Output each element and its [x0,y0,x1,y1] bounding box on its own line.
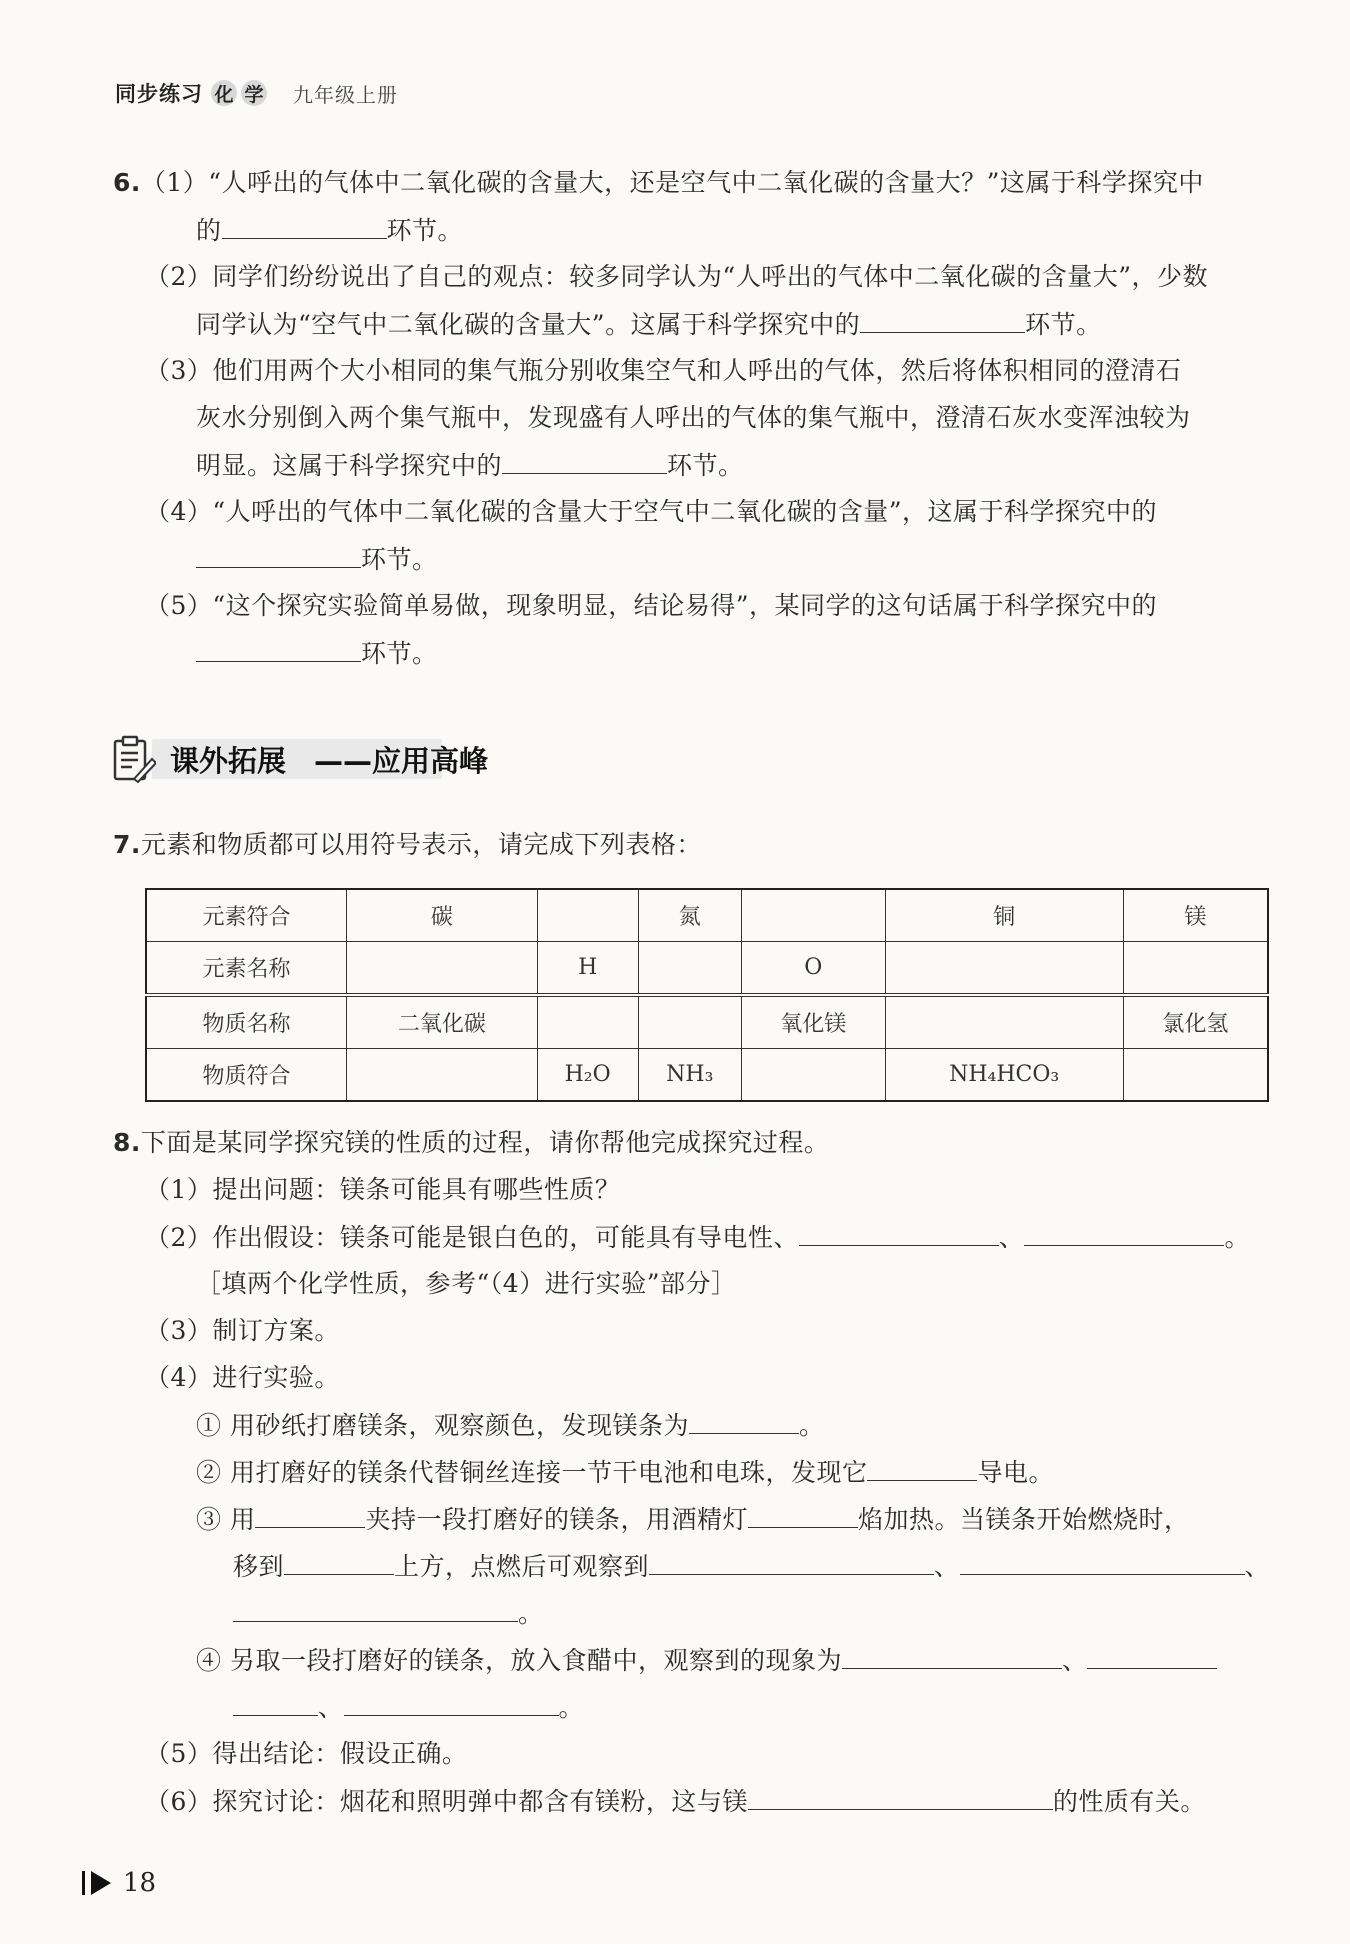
subject-char-2: 学 [241,80,267,106]
q6-line-2: 的 环节。 [196,212,463,249]
q6-line-3: （2）同学们纷纷说出了自己的观点：较多同学认为“人呼出的气体中二氧化碳的含量大”，少数 [145,262,1208,291]
table-cell: 氧化镁 [741,995,885,1049]
q8-exp-2: ② 用打磨好的镁条代替铜丝连接一节干电池和电珠，发现它 导电。 [196,1454,1054,1491]
q8-step-4: （4）进行实验。 [145,1363,340,1392]
page-header [115,78,398,108]
q6-line-1: 6.（1）“人呼出的气体中二氧化碳的含量大，还是空气中二氧化碳的含量大？”这属于科学探究中 [113,168,1204,197]
q8-e4-blank-2b[interactable] [233,1689,318,1716]
q8-e3-blank-2[interactable] [748,1501,858,1528]
q6-5-blank[interactable] [196,635,361,662]
q6-3-blank[interactable] [502,447,667,474]
q8-prompt: 8.下面是某同学探究镁的性质的过程，请你帮他完成探究过程。 [113,1128,830,1157]
q7-prompt: 7.元素和物质都可以用符号表示，请完成下列表格： [113,830,702,859]
page-number: 18 [123,1868,157,1898]
table-row [146,889,1268,942]
q6-2-blank[interactable] [860,306,1025,333]
q6-line-7: 明显。这属于科学探究中的 环节。 [196,447,744,484]
table-row [146,995,1268,1049]
page-marker-bar [82,1871,85,1895]
table-cell: 镁 [1123,889,1268,942]
table-cell: H [537,942,638,996]
q6-line-8: （4）“人呼出的气体中二氧化碳的含量大于空气中二氧化碳的含量”，这属于科学探究中的 [145,497,1157,526]
q8-e4-blank-3[interactable] [344,1689,559,1716]
q8-e3-blank-4[interactable] [649,1548,934,1575]
q8-step-2-hint: ［填两个化学性质，参考“（4）进行实验”部分］ [196,1269,737,1298]
subject-char-1: 化 [211,80,237,106]
q8-e4-blank-2a[interactable] [1087,1642,1217,1669]
q6-1-blank[interactable] [222,212,387,239]
table-row [146,1049,1268,1102]
table-cell: 氯化氢 [1123,995,1268,1049]
q8-step-3: （3）制订方案。 [145,1316,340,1345]
series-title: 同步练习 [115,82,203,106]
q8-exp-4-line-2: 、 。 [233,1689,584,1726]
table-cell: 元素名称 [146,942,347,996]
table-cell[interactable] [638,942,741,996]
q8-e4-blank-1[interactable] [842,1642,1062,1669]
q8-e1-blank[interactable] [689,1407,799,1434]
grade-label: 九年级上册 [293,82,398,107]
table-cell: O [741,942,885,996]
q8-exp-4-line-1: ④ 另取一段打磨好的镁条，放入食醋中，观察到的现象为 、 [196,1642,1217,1679]
q6-line-6: 灰水分别倒入两个集气瓶中，发现盛有人呼出的气体的集气瓶中，澄清石灰水变浑浊较为 [196,403,1191,432]
q8-step-1: （1）提出问题：镁条可能具有哪些性质？ [145,1175,621,1204]
symbol-table [145,888,1269,1102]
subject-badge [211,80,271,106]
q8-6-blank[interactable] [748,1783,1053,1810]
page-footer [82,1868,156,1898]
q6-4-blank[interactable] [196,541,361,568]
q6-line-11: 环节。 [196,635,438,672]
table-cell: NH₃ [638,1049,741,1102]
q8-step-2: （2）作出假设：镁条可能是银白色的，可能具有导电性、 、 。 [145,1219,1250,1256]
table-cell[interactable] [1123,942,1268,996]
section-header [112,735,488,783]
table-cell: 铜 [885,889,1123,942]
q8-2-blank-1[interactable] [799,1219,999,1246]
q8-exp-3-line-1: ③ 用 夹持一段打磨好的镁条，用酒精灯 焰加热。当镁条开始燃烧时， [196,1501,1189,1538]
table-cell[interactable] [885,995,1123,1049]
q8-step-5: （5）得出结论：假设正确。 [145,1739,468,1768]
table-cell: 元素符合 [146,889,347,942]
q8-e3-blank-3[interactable] [284,1548,394,1575]
q8-step-6: （6）探究讨论：烟花和照明弹中都含有镁粉，这与镁 的性质有关。 [145,1783,1206,1820]
q8-exp-3-line-2: 移到 上方，点燃后可观察到 、 、 [233,1548,1270,1585]
clipboard-pencil-icon [112,735,156,783]
q8-e3-blank-6[interactable] [233,1595,518,1622]
play-arrow-icon [91,1871,111,1895]
q6-number: 6. [113,168,141,197]
q6-line-9: 环节。 [196,541,438,578]
table-cell[interactable] [741,889,885,942]
q8-number: 8. [113,1128,141,1157]
section-title: 课外拓展 [170,743,287,778]
table-cell[interactable] [885,942,1123,996]
table-row [146,942,1268,996]
table-cell[interactable] [537,995,638,1049]
table-cell[interactable] [1123,1049,1268,1102]
q7-number: 7. [113,830,141,859]
table-cell: 二氧化碳 [347,995,538,1049]
table-cell[interactable] [347,942,538,996]
section-subtitle: ——应用高峰 [314,743,489,778]
q8-exp-3-line-3: 。 [233,1595,544,1632]
q8-e3-blank-5[interactable] [960,1548,1245,1575]
table-cell[interactable] [537,889,638,942]
table-cell: NH₄HCO₃ [885,1049,1123,1102]
table-cell[interactable] [638,995,741,1049]
table-cell: 物质名称 [146,995,347,1049]
table-cell: H₂O [537,1049,638,1102]
table-cell: 氮 [638,889,741,942]
q6-line-4: 同学认为“空气中二氧化碳的含量大”。这属于科学探究中的 环节。 [196,306,1102,343]
q8-e2-blank[interactable] [867,1454,977,1481]
table-cell[interactable] [347,1049,538,1102]
q8-2-blank-2[interactable] [1024,1219,1224,1246]
q6-line-10: （5）“这个探究实验简单易做，现象明显，结论易得”，某同学的这句话属于科学探究中的 [145,591,1157,620]
table-cell: 物质符合 [146,1049,347,1102]
table-cell: 碳 [347,889,538,942]
q6-line-5: （3）他们用两个大小相同的集气瓶分别收集空气和人呼出的气体，然后将体积相同的澄清石 [145,356,1182,385]
table-cell[interactable] [741,1049,885,1102]
q8-exp-1: ① 用砂纸打磨镁条，观察颜色，发现镁条为 。 [196,1407,824,1444]
q8-e3-blank-1[interactable] [255,1501,365,1528]
